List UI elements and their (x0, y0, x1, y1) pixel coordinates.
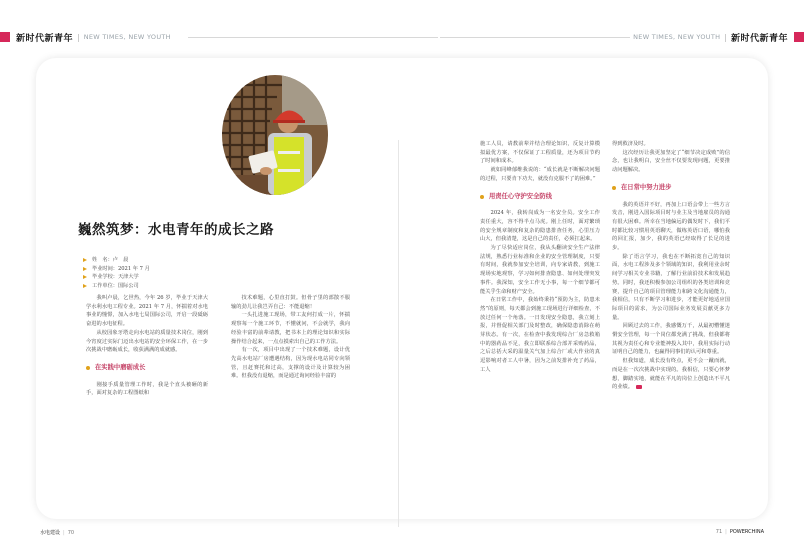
paragraph: 得到救济及时。 (612, 141, 649, 147)
header-left-cn: 新时代新青年 (16, 33, 74, 44)
paragraph: 2024 年，我转岗成为一名安全员。安全工作责任重大，容不得半点马虎。刚上任时，面对繁琐的安全规章制度和复杂的隐患排查任务，心里压力山大，但我清楚，这是自己的责任，必须扛起来。 (480, 210, 600, 243)
meta-triangle-icon (83, 275, 87, 279)
author-name: 姓 名：卢 晨 (92, 257, 129, 263)
footer-brand: POWERCHINA (729, 529, 764, 535)
paragraph: 这次经历让我更加坚定了“细节决定成败”的信念，也让我明白，安全丝不仅要发现问题，更要推动问题解决。 (612, 149, 730, 174)
graduation-school: 毕业学校：天津大学 (92, 274, 139, 281)
header-accent-block (794, 32, 804, 42)
footer-right: 71 | POWERCHINA (715, 529, 764, 535)
text-column-1 (86, 294, 208, 398)
paragraph: 但我知道，成长没有终点，更不会一蹴而就，而是在一次次挑战中实现的。我相信，只要心怀梦想，脚踏实地，就能在平凡的岗位上创造出不平凡的业绩。 (612, 358, 730, 391)
header-rule-right (440, 37, 630, 38)
header-left-en: NEW TIMES, NEW YOUTH (83, 33, 171, 41)
paragraph: 除了语言学习，我也在不断拓宽自己的知识面，水电工程涉及多个领域的知识，我利用业余时间学习相关专业书籍，了解行业前沿技术和发展趋势。同时，我还积极参加公司组织的各类培训和竞赛，提升自己的项目管理能力和跨文化沟通能力，我相信，只有不断学习和进步，才能更好地适应国际项目的需求，为公司国际业务发展贡献更多力量。 (612, 253, 730, 321)
heading-dot-icon (480, 195, 484, 199)
page-gutter (398, 140, 399, 527)
worker-photo (222, 75, 328, 195)
footer-brand: 水电建设 (40, 530, 61, 536)
paragraph: 就如同峰郁维我说的：“成长就是不断解决问题的过程，只要肯下功夫，就没有克服不了的困难。” (480, 167, 600, 182)
heading-dot-icon (86, 366, 90, 370)
graduation-time: 毕业时间：2021 年 7 月 (92, 265, 150, 272)
meta-triangle-icon (83, 258, 87, 262)
paragraph: 施工人员，请教前辈并结合理论知识，反复计算模拟最优方案，不仅保证了工程质量，还为项目节约了时间和成本。 (480, 141, 600, 165)
footer-left: 水电建设 | 70 (40, 529, 75, 536)
paragraph: 回顾过去的工作，我感慨万千，从最初懵懂迷惘安全管理，每一个岗位都充满了挑战，但我都将其视为责任心和专业能神投入其中，我用实际行动证明自己的能力，也赢得同事们的认可和尊重。 (612, 323, 730, 356)
article-title: 巍然筑梦：水电青年的成长之路 (78, 222, 274, 238)
meta-triangle-icon (83, 267, 87, 271)
text-column-2 (231, 294, 350, 381)
end-mark-icon (636, 385, 642, 389)
paragraph: 一头扎进施工现场，带工友何打成一片，怀揣观察每一个施工环节，不懂就问，不会就学，我向经验丰富的前辈请教，把书本上的理论知识和实际操作结合起来，一点点摸索出自己的工作方法。 (231, 312, 350, 345)
page-number: 71 (715, 529, 723, 535)
header-rule-left (188, 37, 438, 38)
paragraph: 刚接手质量管理工作时，我是个直头被砸的新手，面对复杂的工程图纸和 (86, 381, 208, 397)
author-info (83, 256, 150, 290)
text-column-4 (612, 140, 730, 392)
section-heading: 在实践中磨砺成长 (86, 364, 208, 373)
header-left: 新时代新青年 | NEW TIMES, NEW YOUTH (0, 31, 171, 43)
paragraph: 我叫卢晨，乞世热，今年 26 岁，毕业于天津大学水利水电工程专业。2021 年 7 月，怀揣着对水电事业的憧憬，加入水电七局国际公司，开启一段砥砺奋进的水电征程。 (86, 295, 208, 328)
paragraph: 在日常工作中，我始终秉持“预防为主，防患未然”的原则，每天都会到施工现场进行详细检查，不放过任何一个角落。一日发现安全隐患，我立刻上报，并督促相关部门及时整改，确保隐患消除在萌芽状态。有一次，在检查中我发现综合厂房急救箱中的器药品不足，我立即联系综合部并采购药品，之后总括大采的温量关气加上综合厂或大作业的真逗影响对者工人中暑，因为之前发排补充了药品，工人 (480, 297, 600, 373)
section-heading: 用责任心守护安全防线 (480, 193, 600, 202)
page-number: 70 (67, 529, 75, 536)
header-right-en: NEW TIMES, NEW YOUTH (633, 33, 721, 41)
section-heading: 在日常中努力进步 (612, 184, 730, 193)
meta-triangle-icon (83, 284, 87, 288)
paragraph: 为了尽快适应岗位，我从头翻读安全生产法律法规，熟悉行业标准和企业的安全管理制度，只要有时间，我就参加安全培训，向专家请教，到施工现场实地观察，学习如何排查隐患、如何处理突发事件。我深知，安全工作无小事，每一个细节都可能关乎生命和财产安全。 (480, 245, 600, 295)
paragraph: 我的英语并不好，再加上口语会带上一些方言发音，刚进入国际项目时与业主及当地雇员的沟通有很大困难。所幸在当地偏远的偶发时下，我们平时都比较习惯用英语聊天，做练英语口语，哪怕我的回汇报，加少，我的英语已经取得了长足的进步。 (612, 201, 730, 252)
work-unit: 工作单位：国际公司 (92, 282, 139, 289)
paragraph: 有一次，项目中出现了一个技术难题，设计优先高水电站厂房遭遇结构，因为现水电站同专向领管，且赶赛托和过高，支撑的设计及计算较为困难。但我没有退缩，而是通过询问经验丰富的 (231, 347, 350, 380)
paragraph: 技术难题，心里直打鼓。但骨子里的部散不服输的劲儿让我岂弄自己：不能退缩！ (231, 295, 350, 310)
header-right: NEW TIMES, NEW YOUTH | 新时代新青年 (633, 31, 804, 43)
header-right-cn: 新时代新青年 (730, 33, 788, 44)
heading-dot-icon (612, 186, 616, 190)
header-accent-block (0, 32, 10, 42)
paragraph: 从校园象牙塔走向水电站的质量技术岗位，刚到今宵度过实际门迈出水电站的安全环保工作，在一步次挑战中磨砺成长，收获满满的成就感。 (86, 329, 208, 354)
text-column-3 (480, 140, 600, 375)
